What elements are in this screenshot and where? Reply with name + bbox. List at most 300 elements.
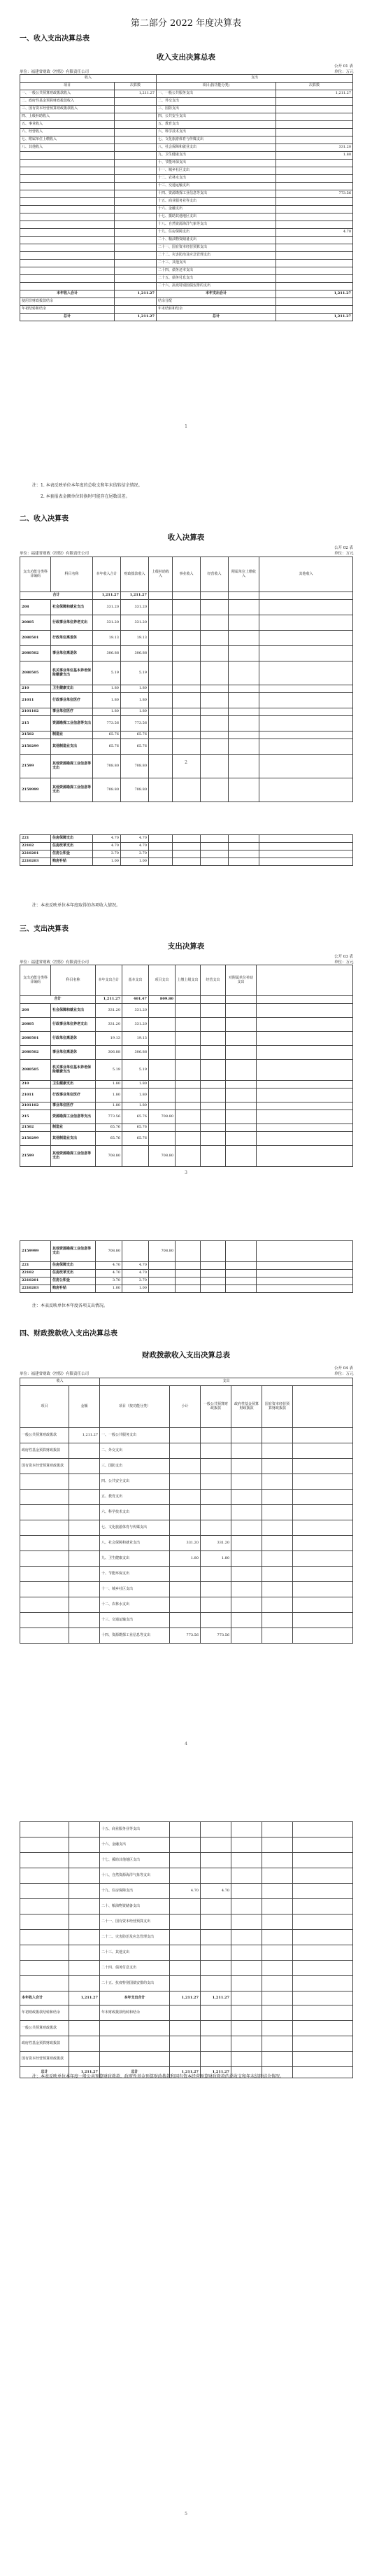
expense-item: 十二、农林水支出 [157,175,276,183]
header-amount: 金额 [69,1386,100,1428]
subject-name: 资源勘探工业信息等支出 [51,1110,96,1124]
header-general: 一般公共预算财政拨款 [201,1386,231,1428]
table-row [20,152,353,160]
expense-value: 331.20 [276,144,353,152]
expense-item: 八、社会保障和就业支出 [157,144,276,152]
income-value [69,1505,100,1520]
income-value [115,152,157,160]
empty-cell [201,2036,231,2052]
table-row [20,646,353,662]
expense-total: 773.56 [96,1110,122,1124]
section-2-heading: 二、收入决算表 [20,515,69,523]
empty-cell [173,646,201,662]
table-row [20,858,353,866]
empty-cell [149,850,173,858]
empty-cell [262,1628,293,1644]
income-fiscal: 4.70 [121,835,149,843]
expense-value [276,198,353,206]
header-capital: 国有资本经营预算财政拨款 [262,1386,293,1428]
table-row [20,615,353,631]
expense-basic: 1.80 [122,1102,149,1110]
empty-cell [231,1459,262,1474]
expense-item: 二十二、灾害防治及应急管理支出 [157,252,276,260]
subject-code: 215 [20,1110,51,1124]
income-item: 四、上级补助收入 [20,113,115,121]
empty-cell [201,2021,231,2036]
empty-cell [229,843,259,850]
expense-item: 二十一、国有资本经营预算支出 [157,244,276,252]
table-row [20,229,353,237]
expense-general [201,1597,231,1613]
subject-code: 2150299 [20,1132,51,1146]
subject-code: 2080501 [20,631,51,646]
expense-project [149,1018,176,1032]
empty-cell [69,1961,100,1976]
expense-item: 十七、援助其他地区支出 [100,1853,170,1868]
carry-out-item [100,2021,170,2036]
subject-name: 行政事业单位医疗 [51,1088,96,1102]
empty-cell [201,2005,231,2021]
expense-total: 1.80 [96,1088,122,1102]
table-row [20,106,353,113]
subject-name: 卫生健康支出 [51,1081,96,1088]
table-row [20,1278,353,1285]
page-number: 5 [185,2512,187,2516]
expense-value [276,183,353,190]
income-value [115,221,157,229]
sum-expense: 1,211.27 [276,314,353,321]
expense-subtotal: 331.20 [170,1536,201,1551]
empty-cell [226,1102,257,1110]
empty-cell [69,1837,100,1853]
empty-cell [173,778,201,802]
empty-cell [293,2036,353,2052]
expense-value [276,237,353,244]
empty-cell [173,732,201,739]
table-2-unit: 单位：万元 [334,552,354,556]
table-3-unit: 单位：万元 [334,960,354,965]
expense-general [201,1899,231,1914]
subject-name: 机关事业单位基本养老保险缴费支出 [51,1060,96,1081]
empty-cell [293,1443,353,1459]
subject-name: 住房改革支出 [51,1270,96,1278]
header-fund: 政府性基金预算财政拨款 [231,1386,262,1428]
table-row [20,221,353,229]
table-row [20,98,353,106]
subject-code: 2210203 [20,858,51,866]
empty-cell [201,835,229,843]
header-income: 收入 [20,1378,100,1386]
table-row [20,1132,353,1146]
income-item [20,260,115,267]
expense-project [149,1046,176,1060]
empty-cell [262,1520,293,1536]
subject-code: 21502 [20,732,51,739]
empty-cell [257,1102,353,1110]
table-4-note: 注：本表反映单位本年度一般公共预算财政拨款、政府性基金预算财政拨款和国有资本经营预算财政拨款的总收支和年末结转结余情况。 [32,2074,285,2079]
empty-cell [262,1582,293,1597]
table-row [20,1837,353,1853]
table-row [20,1046,353,1060]
expense-value [276,98,353,106]
subject-code: 2080505 [20,1060,51,1081]
empty-cell [259,716,353,732]
expense-total: 5.19 [96,1060,122,1081]
expense-value [276,283,353,290]
expense-item: 十二、农林水支出 [100,1597,170,1613]
empty-cell [231,1837,262,1853]
subject-name: 行政事业单位医疗 [51,693,93,708]
empty-cell [259,631,353,646]
total-value: 1,211.27 [96,996,122,1004]
empty-cell [293,1505,353,1520]
empty-cell [293,1868,353,1884]
expense-general [201,1976,231,1991]
subject-name: 其他资源勘探工业信息等支出 [51,755,93,778]
table-row [20,183,353,190]
empty-cell [293,1961,353,1976]
empty-cell [226,1032,257,1046]
empty-cell [201,1004,226,1018]
expense-item: 十六、金融支出 [100,1837,170,1853]
empty-cell [226,1088,257,1102]
empty-cell [201,1278,226,1285]
income-fiscal: 65.76 [121,732,149,739]
total-income-value: 1,211.27 [115,290,157,298]
table-row [20,1060,353,1081]
empty-cell [229,778,259,802]
empty-cell [229,693,259,708]
header-business: 事业收入 [173,557,201,592]
empty-cell [262,1428,293,1443]
expense-subtotal [170,1459,201,1474]
table-row [20,1582,353,1597]
empty-cell [201,1032,226,1046]
expense-project [149,1262,176,1270]
table-row [20,237,353,244]
header-fiscal: 财政拨款收入 [121,557,149,592]
table-row [20,693,353,708]
header-item-function: 项目（按功能分类） [100,1386,170,1428]
header-sub: 对附属单位补助支出 [226,965,257,996]
income-item: 二、政府性基金预算财政拨款收入 [20,98,115,106]
expense-basic [122,1146,149,1167]
empty-cell [262,1536,293,1551]
income-item [20,1597,69,1613]
empty-cell [176,1032,201,1046]
empty-cell [231,1868,262,1884]
empty-cell [229,858,259,866]
empty-cell [231,1853,262,1868]
expense-basic: 1.80 [122,1088,149,1102]
empty-cell [201,1270,226,1278]
expense-value: 1,211.27 [276,90,353,98]
empty-cell [293,1474,353,1490]
empty-cell [69,1853,100,1868]
expense-item: 七、文化旅游体育与传媒支出 [157,136,276,144]
expense-item: 十一、城乡社区支出 [157,167,276,175]
subject-code: 21011 [20,1088,51,1102]
table-3-code: 公开 03 表 [334,955,353,959]
total-expense-label: 本年支出合计 [100,1991,170,2005]
empty-cell [293,1853,353,1868]
expense-subtotal [170,1930,201,1945]
income-fiscal: 65.76 [121,739,149,755]
income-item [20,237,115,244]
empty-cell [201,1060,226,1081]
expense-item: 八、社会保障和就业支出 [100,1536,170,1551]
empty-cell [259,708,353,716]
income-value [115,206,157,214]
sum-label: 总计 [100,2067,170,2078]
carry-item: 结余分配 [157,298,276,306]
expense-total: 19.13 [96,1032,122,1046]
income-item: 国有资本经营预算财政拨款 [20,1459,69,1474]
empty-cell [259,835,353,843]
empty-cell [293,1551,353,1567]
empty-cell [149,858,173,866]
income-total: 331.20 [93,615,121,631]
empty-cell [176,1046,201,1060]
empty-cell [226,1241,257,1262]
empty-cell [293,1597,353,1613]
subject-code: 21502 [20,1124,51,1132]
empty-cell [229,835,259,843]
empty-cell [20,1884,69,1899]
table-row [20,732,353,739]
subject-name: 其他制造业支出 [51,1132,96,1146]
empty-cell [293,1837,353,1853]
empty-cell [201,708,229,716]
expense-subtotal [170,1853,201,1868]
empty-cell [201,1018,226,1032]
empty-cell [176,1278,201,1285]
empty-cell [20,1822,69,1837]
expense-subtotal [170,1428,201,1443]
empty-cell [176,1270,201,1278]
expense-total: 331.20 [96,1004,122,1018]
expense-general [201,1822,231,1837]
empty-cell [176,1004,201,1018]
income-value [115,144,157,152]
expense-item: 五、教育支出 [157,121,276,129]
carry-value [276,306,353,314]
empty-cell [201,755,229,778]
expense-value [276,121,353,129]
table-3-note: 注：本表反映单位本年度各项支出情况。 [32,1303,108,1308]
table-2-org: 单位：福建省财政（控股）有限责任公司 [20,552,90,556]
table-row [20,1567,353,1582]
sum-label: 总计 [20,314,115,321]
expense-project: 708.80 [149,1110,176,1124]
expense-subtotal [170,1613,201,1628]
empty-cell [231,2036,262,2052]
empty-cell [201,858,229,866]
subject-name: 住房保障支出 [51,1262,96,1270]
empty-cell [176,1060,201,1081]
empty-cell [293,2005,353,2021]
income-value [115,190,157,198]
header-operate: 经营支出 [201,965,226,996]
income-total: 5.19 [93,662,121,685]
expense-item: 十五、商业服务业等支出 [100,1822,170,1837]
empty-cell [262,1961,293,1976]
expense-item: 二十五、债务付息支出 [157,275,276,283]
empty-cell [257,1278,353,1285]
subject-name: 行政事业单位养老支出 [51,615,93,631]
empty-cell [176,1018,201,1032]
income-value [69,1613,100,1628]
expense-subtotal: 1.80 [170,1551,201,1567]
total-fiscal: 1,211.27 [121,592,149,600]
expense-basic: 4.70 [122,1270,149,1278]
empty-cell [201,1241,226,1262]
expense-general [201,1428,231,1443]
expense-total: 65.76 [96,1124,122,1132]
subject-code: 2080502 [20,1046,51,1060]
total-label: 合计 [20,996,96,1004]
carry-item: 使用非财政拨款结余 [20,298,115,306]
empty-cell [69,1868,100,1884]
expense-item: 四、公共安全支出 [157,113,276,121]
expense-value [276,167,353,175]
income-value [115,252,157,260]
income-item [20,1474,69,1490]
income-total: 1.80 [93,708,121,716]
expense-item: 七、文化旅游体育与传媒支出 [100,1520,170,1536]
table-row [20,160,353,167]
table-row [20,1241,353,1262]
expense-project: 708.80 [149,1146,176,1167]
income-fiscal: 331.20 [121,600,149,615]
expense-general [201,1520,231,1536]
expense-table-continued [20,1240,353,1293]
table-row [20,1520,353,1536]
table-row [20,267,353,275]
expense-item: 十七、援助其他地区支出 [157,214,276,221]
empty-cell [229,708,259,716]
empty-cell [201,1110,226,1124]
expense-project [149,1088,176,1102]
subject-code: 21011 [20,693,51,708]
total-expense-subtotal: 1,211.27 [170,1991,201,2005]
empty-cell [201,1285,226,1293]
expense-value: 4.70 [276,229,353,237]
table-row [20,1443,353,1459]
empty-cell [20,1976,69,1991]
subject-name: 制造业 [51,1124,96,1132]
income-item [20,252,115,260]
empty-cell [149,732,173,739]
header-total: 本年支出合计 [96,965,122,996]
empty-cell [173,739,201,755]
income-value [115,275,157,283]
expense-table [20,965,353,1167]
expense-item: 二十三、其他支出 [100,1945,170,1961]
income-value: 1,211.27 [115,90,157,98]
table-row [20,1004,353,1018]
table-row [20,167,353,175]
empty-cell [201,1046,226,1060]
empty-cell [262,2052,293,2067]
expense-subtotal [170,1474,201,1490]
expense-general [201,1868,231,1884]
total-row [20,290,353,298]
subject-name: 行政事业单位养老支出 [51,1018,96,1032]
table-4-org: 单位：福建省财政（控股）有限责任公司 [20,1372,90,1376]
header-expense: 支出 [100,1378,353,1386]
empty-cell [293,1899,353,1914]
empty-cell [170,2005,201,2021]
income-item [20,267,115,275]
income-value [115,267,157,275]
empty-cell [201,1132,226,1146]
subject-code: 2150299 [20,739,51,755]
income-value [115,244,157,252]
empty-cell [176,1081,201,1088]
expense-subtotal: 4.70 [170,1884,201,1899]
empty-cell [201,732,229,739]
table-row [20,1102,353,1110]
empty-cell [231,1428,262,1443]
expense-value: 773.56 [276,190,353,198]
table-row [20,214,353,221]
empty-cell [149,778,173,802]
empty-cell [170,2036,201,2052]
empty-cell [176,1241,201,1262]
empty-cell [231,2021,262,2036]
expense-subtotal: 773.56 [170,1628,201,1644]
income-item: 一、一般公共预算财政拨款收入 [20,90,115,98]
expense-total: 4.70 [96,1262,122,1270]
income-fiscal: 1.80 [121,693,149,708]
income-value [69,1490,100,1505]
carry-row [20,306,353,314]
empty-cell [259,858,353,866]
empty-cell [149,693,173,708]
table-2-code: 公开 02 表 [334,546,353,550]
empty-cell [149,615,173,631]
income-value [69,1474,100,1490]
empty-cell [231,1443,262,1459]
subject-code: 20805 [20,615,51,631]
income-total: 65.76 [93,739,121,755]
table-row [20,1018,353,1032]
expense-item: 二十、粮油物资储备支出 [100,1899,170,1914]
expense-value [276,260,353,267]
subject-name: 机关事业单位基本养老保险缴费支出 [51,662,93,685]
empty-cell [262,2021,293,2036]
subject-name: 社会保障和就业支出 [51,600,93,615]
expense-item: 十九、住房保障支出 [100,1884,170,1899]
carry-row [20,2021,353,2036]
empty-cell [293,1628,353,1644]
empty-cell [259,662,353,685]
empty-cell [170,2021,201,2036]
income-fiscal: 331.20 [121,615,149,631]
empty-cell [262,1853,293,1868]
header-name: 科目名称 [51,965,96,996]
income-value [69,1443,100,1459]
subject-code: 215 [20,716,51,732]
income-value [115,229,157,237]
empty-cell [257,1285,353,1293]
empty-cell [20,1961,69,1976]
subject-name: 行政单位离退休 [51,1032,96,1046]
empty-cell [201,739,229,755]
empty-cell [201,850,229,858]
expense-value [276,160,353,167]
